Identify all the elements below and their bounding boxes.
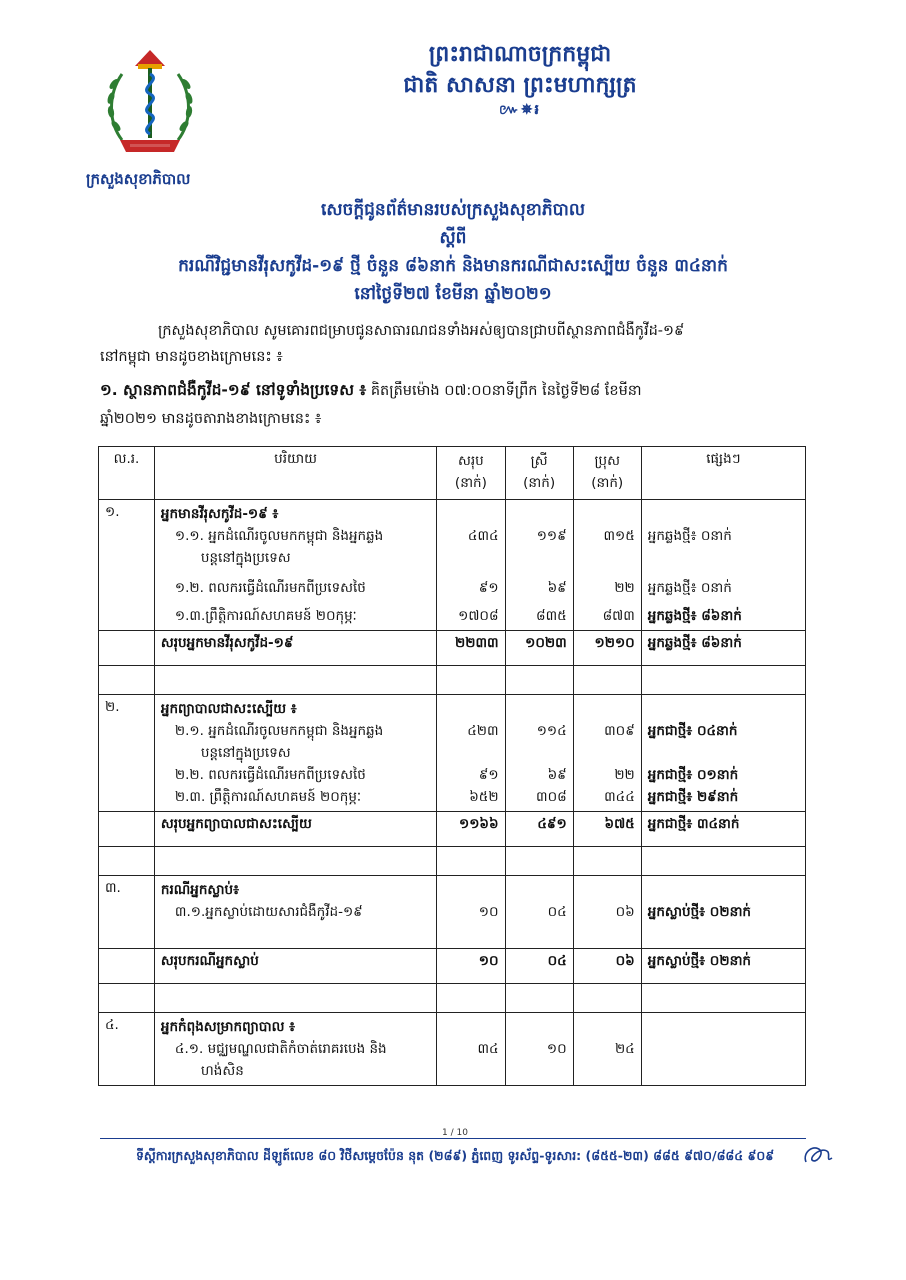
section1-text1: គិតត្រឹមម៉ោង ០៧:០០នាទីព្រឹក នៃថ្ងៃទី២៨ ខែមីនា — [366, 383, 642, 399]
table-spacer — [99, 847, 806, 876]
s1-r1-note: អ្នកឆ្លងថ្មី៖ ០នាក់ — [647, 528, 732, 544]
s3-r1-note: អ្នកស្លាប់ថ្មី៖ ០២នាក់ — [647, 904, 751, 920]
header-no: ល.រ. — [99, 447, 155, 500]
header-female-label: ស្រី — [530, 453, 548, 469]
kingdom-heading — [330, 38, 710, 120]
s1-r2-desc: ១.២. ពលករធ្វើដំណើរមកពីប្រទេសថៃ — [174, 580, 366, 596]
s1-r2-male: ២២ — [614, 580, 635, 596]
document-titles — [60, 196, 846, 308]
header-total-unit: (នាក់) — [454, 475, 487, 491]
ministry-label: ក្រសួងសុខាភិបាល — [86, 170, 191, 188]
s3-r1-total: ១០ — [478, 904, 499, 920]
s1-r3-desc: ១.៣.ព្រឹត្តិការណ៍សហគមន៍ ២០កុម្ភៈ — [174, 608, 357, 624]
s3-title: ករណីអ្នកស្លាប់៖ — [160, 882, 240, 898]
header-male — [573, 447, 641, 500]
section1-text2: ឆ្នាំ២០២១ មានដូចតារាងខាងក្រោមនេះ ៖ — [100, 411, 322, 427]
s2-title: អ្នកព្យាបាលជាសះស្បើយ ៖ — [160, 701, 297, 717]
s1-female-col — [505, 500, 573, 631]
s4-r1-female: ១០ — [546, 1041, 567, 1057]
ministry-logo — [100, 44, 200, 164]
initial-signature — [800, 1140, 836, 1170]
intro-line2: នៅកម្ពុជា មានដូចខាងក្រោមនេះ ៖ — [100, 349, 283, 365]
s3-sum-total: ១០ — [437, 949, 505, 984]
s3-no: ៣. — [99, 876, 155, 949]
s2-r2-desc: ២.២. ពលករធ្វើដំណើរមកពីប្រទេសថៃ — [174, 767, 366, 783]
s2-r2-total: ៩១ — [478, 767, 499, 783]
kingdom-line2: ជាតិ សាសនា ព្រះមហាក្សត្រ — [403, 72, 637, 98]
header-total — [437, 447, 505, 500]
table-spacer — [99, 984, 806, 1013]
header-male-label: ប្រុស — [594, 453, 620, 469]
s1-sum-female: ១០២៣ — [505, 631, 573, 666]
table-row — [99, 695, 806, 812]
intro-paragraph — [100, 318, 800, 370]
s2-male-col — [573, 695, 641, 812]
covid-stats-table — [98, 446, 806, 1086]
s2-r3-total: ៦៥២ — [469, 789, 499, 805]
s3-desc — [154, 876, 436, 949]
s3-female-col — [505, 876, 573, 949]
s1-sum-note: អ្នកឆ្លងថ្មី៖ ៨៦នាក់ — [641, 631, 805, 666]
s3-male-col — [573, 876, 641, 949]
s4-r1-total: ៣៤ — [477, 1041, 499, 1057]
s1-desc — [154, 500, 436, 631]
s1-total-col — [437, 500, 505, 631]
ornament: ៚✵៛ — [499, 102, 541, 118]
s1-r3-male: ៨៧៣ — [602, 608, 635, 624]
header-female-unit: (នាក់) — [523, 475, 556, 491]
table-row — [99, 500, 806, 631]
table-spacer — [99, 666, 806, 695]
s3-r1-male: ០៦ — [615, 904, 635, 920]
s2-r1-male: ៣០៩ — [604, 723, 635, 739]
s4-r1-desc2: ហង់សិន — [200, 1063, 244, 1079]
s1-title: អ្នកមានវីរុសកូវីដ-១៩ ៖ — [160, 506, 279, 522]
intro-line1: ក្រសួងសុខាភិបាល សូមគោរពជម្រាបជូនសាធារណជនទាំងអស់ឲ្យបានជ្រាបពីស្ថានភាពជំងឺកូវីដ-១៩ — [158, 323, 685, 339]
title-line2: ស្តីពី — [439, 228, 467, 248]
s3-sum-note: អ្នកស្លាប់ថ្មី៖ ០២នាក់ — [641, 949, 805, 984]
kingdom-line1: ព្រះរាជាណាចក្រកម្ពុជា — [428, 41, 612, 67]
s1-male-col — [573, 500, 641, 631]
s1-r1-female: ១១៩ — [536, 528, 567, 544]
s1-r1-male: ៣១៥ — [603, 528, 635, 544]
table-row-total — [99, 949, 806, 984]
footer-address: ទីស្តីការក្រសួងសុខាភិបាល ដីឡូត៍លេខ ៨០ វិថីសម្តេចប៉ែន នុត (២៨៩) ភ្នំពេញ ទូរស័ព្ទ-ទូរសារ: (៨៥៥-២៣) ៨៨៥ ៩៧០/៨៨៤ ៩០៩ — [135, 1148, 775, 1163]
s2-sum-note: អ្នកជាថ្មី៖ ៣៤នាក់ — [641, 812, 805, 847]
s1-sum-desc: សរុបអ្នកមានវីរុសកូវីដ-១៩ — [154, 631, 436, 666]
section1-paragraph — [100, 376, 800, 433]
s4-male-col — [573, 1013, 641, 1086]
s4-total-col — [437, 1013, 505, 1086]
s4-note-col — [641, 1013, 805, 1086]
s3-sum-female: ០៤ — [505, 949, 573, 984]
s4-desc — [154, 1013, 436, 1086]
table-header-row — [99, 447, 806, 500]
s1-r3-female: ៨៣៥ — [536, 608, 567, 624]
s2-r2-male: ២២ — [614, 767, 635, 783]
s4-title: អ្នកកំពុងសម្រាកព្យាបាល ៖ — [160, 1019, 296, 1035]
s2-r1-total: ៤២៣ — [467, 723, 499, 739]
s2-r1-note: អ្នកជាថ្មី៖ ០៤នាក់ — [647, 723, 738, 739]
s2-r1-desc2: បន្តនៅក្នុងប្រទេស — [200, 745, 291, 761]
s2-r1-female: ១១៤ — [536, 723, 567, 739]
s1-r3-total: ១៧០៨ — [458, 608, 499, 624]
s1-r1-desc2: បន្តនៅក្នុងប្រទេស — [200, 550, 291, 566]
title-line4: នៅថ្ងៃទី២៧ ខែមីនា ឆ្នាំ២០២១ — [354, 284, 552, 304]
s2-desc — [154, 695, 436, 812]
table-row-total — [99, 631, 806, 666]
title-line3: ករណីវិជ្ជមានវីរុសកូវីដ-១៩ ថ្មី ចំនួន ៨៦នាក់ និងមានករណីជាសះស្បើយ ចំនួន ៣៤នាក់ — [178, 256, 728, 276]
s1-r2-note: អ្នកឆ្លងថ្មី៖ ០នាក់ — [647, 580, 732, 596]
s1-r1-total: ៤៣៤ — [467, 528, 499, 544]
s4-r1-male: ២៤ — [614, 1041, 635, 1057]
s2-sum-desc: សរុបអ្នកព្យាបាលជាសះស្បើយ — [154, 812, 436, 847]
s3-sum-male: ០៦ — [573, 949, 641, 984]
s3-r1-desc: ៣.១.អ្នកស្លាប់ដោយសារជំងឺកូវីដ-១៩ — [174, 904, 363, 920]
s1-r2-total: ៩១ — [478, 580, 499, 596]
header-total-label: សរុប — [458, 453, 484, 469]
s4-r1-desc1: ៤.១. មជ្ឈមណ្ឌលជាតិកំចាត់រោគរបេង និង — [174, 1041, 387, 1057]
s3-note-col — [641, 876, 805, 949]
s1-sum-male: ១២១០ — [573, 631, 641, 666]
s1-no: ១. — [99, 500, 155, 631]
s2-r2-female: ៦៩ — [547, 767, 567, 783]
s2-note-col — [641, 695, 805, 812]
table-row — [99, 876, 806, 949]
s1-sum-total: ២២៣៣ — [437, 631, 505, 666]
footer-rule — [100, 1138, 806, 1139]
section1-heading: ១. ស្ថានភាពជំងឺកូវីដ-១៩ នៅទូទាំងប្រទេស ៖ — [100, 381, 367, 399]
header-other: ផ្សេងៗ — [641, 447, 805, 500]
s1-r1-desc1: ១.១. អ្នកដំណើរចូលមកកម្ពុជា និងអ្នកឆ្លង — [174, 528, 384, 544]
s2-sum-female: ៤៩១ — [505, 812, 573, 847]
page-number: 1 / 10 — [430, 1128, 480, 1138]
header-female — [505, 447, 573, 500]
title-line1: សេចក្តីជូនព័ត៌មានរបស់ក្រសួងសុខាភិបាល — [320, 200, 586, 220]
s2-r3-desc: ២.៣. ព្រឹត្តិការណ៍សហគមន៍ ២០កុម្ភៈ — [174, 789, 362, 805]
s2-r3-female: ៣០៨ — [536, 789, 567, 805]
s2-sum-male: ៦៧៥ — [573, 812, 641, 847]
s2-sum-total: ១១៦៦ — [437, 812, 505, 847]
s1-r3-note: អ្នកឆ្លងថ្មី៖ ៨៦នាក់ — [647, 608, 742, 624]
s3-r1-female: ០៤ — [547, 904, 567, 920]
s1-note-col — [641, 500, 805, 631]
s2-female-col — [505, 695, 573, 812]
header-desc: បរិយាយ — [154, 447, 436, 500]
s3-sum-desc: សរុបករណីអ្នកស្លាប់ — [154, 949, 436, 984]
s2-total-col — [437, 695, 505, 812]
header-male-unit: (នាក់) — [591, 475, 624, 491]
s4-no: ៤. — [99, 1013, 155, 1086]
s1-r2-female: ៦៩ — [547, 580, 567, 596]
table-row — [99, 1013, 806, 1086]
s2-r3-male: ៣៤៤ — [604, 789, 635, 805]
s2-no: ២. — [99, 695, 155, 812]
s2-r3-note: អ្នកជាថ្មី៖ ២៩នាក់ — [647, 789, 739, 805]
table-row-total — [99, 812, 806, 847]
s2-r2-note: អ្នកជាថ្មី៖ ០១នាក់ — [647, 767, 739, 783]
s3-total-col — [437, 876, 505, 949]
s4-female-col — [505, 1013, 573, 1086]
s2-r1-desc1: ២.១. អ្នកដំណើរចូលមកកម្ពុជា និងអ្នកឆ្លង — [174, 723, 384, 739]
